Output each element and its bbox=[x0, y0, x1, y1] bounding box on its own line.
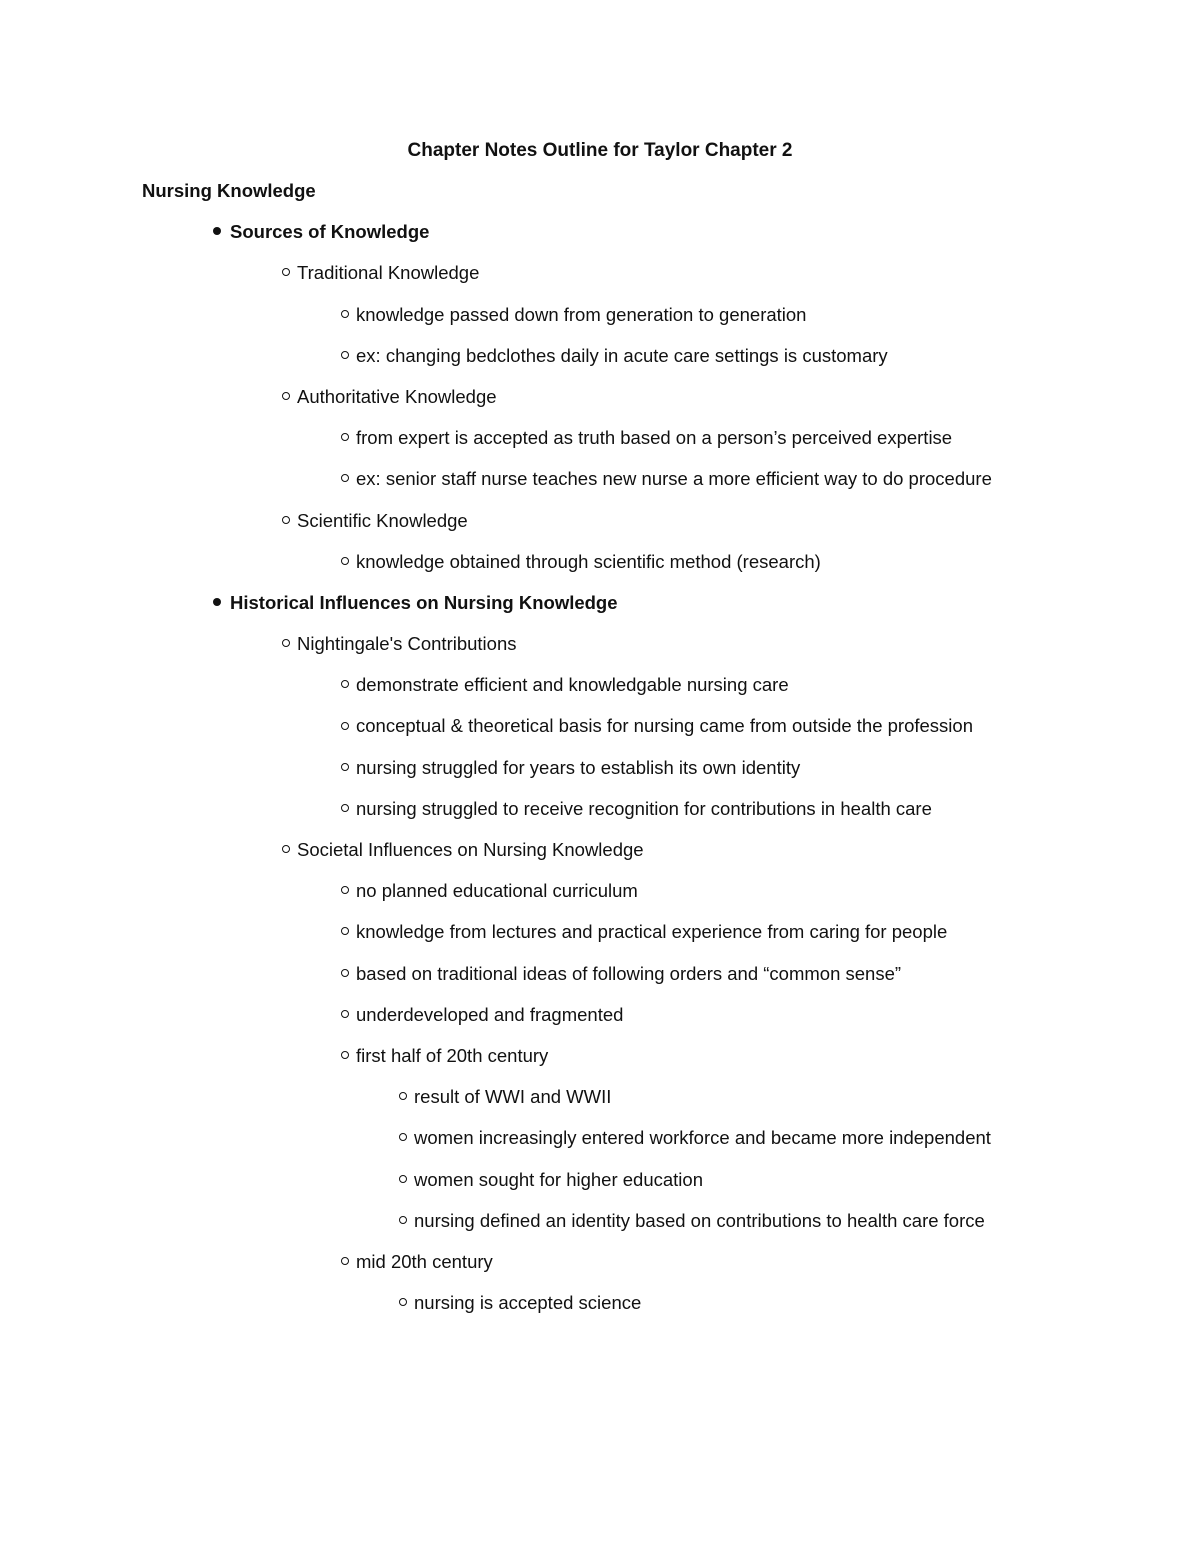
outline-item-text: Nightingale's Contributions bbox=[297, 633, 517, 655]
outline-item-text: knowledge passed down from generation to generation bbox=[356, 303, 807, 325]
section-heading bbox=[0, 178, 1200, 219]
outline-item-text: nursing struggled to receive recognition for contributions in health care bbox=[356, 797, 932, 819]
outline-items bbox=[0, 219, 1200, 1331]
outline-item-text: result of WWI and WWII bbox=[414, 1086, 612, 1108]
outline-sub-item bbox=[0, 631, 1200, 672]
hollow-bullet-icon bbox=[341, 763, 349, 771]
outline-sub-item bbox=[0, 508, 1200, 549]
outline-item-text: from expert is accepted as truth based on a person’s perceived expertise bbox=[356, 427, 953, 449]
hollow-bullet-icon bbox=[341, 310, 349, 318]
outline-sub-item bbox=[0, 1084, 1200, 1125]
section-heading-text: Nursing Knowledge bbox=[142, 180, 316, 201]
hollow-bullet-icon bbox=[341, 680, 349, 688]
outline-item-text: nursing defined an identity based on contributions to health care force bbox=[414, 1209, 985, 1231]
hollow-bullet-icon bbox=[341, 1010, 349, 1018]
outline-bullet-item bbox=[0, 590, 1200, 631]
outline-sub-item bbox=[0, 1290, 1200, 1331]
hollow-bullet-icon bbox=[282, 516, 290, 524]
outline-item-text: Authoritative Knowledge bbox=[297, 385, 497, 407]
hollow-bullet-icon bbox=[341, 1257, 349, 1265]
hollow-bullet-icon bbox=[282, 268, 290, 276]
outline-item-text: Sources of Knowledge bbox=[230, 221, 430, 243]
outline-item-text: first half of 20th century bbox=[356, 1044, 549, 1066]
outline-sub-item bbox=[0, 549, 1200, 590]
hollow-bullet-icon bbox=[399, 1216, 407, 1224]
outline-sub-item bbox=[0, 302, 1200, 343]
outline-item-text: conceptual & theoretical basis for nursing came from outside the profession bbox=[356, 715, 973, 737]
outline-sub-item bbox=[0, 1249, 1200, 1290]
hollow-bullet-icon bbox=[399, 1298, 407, 1306]
hollow-bullet-icon bbox=[341, 722, 349, 730]
outline-item-text: mid 20th century bbox=[356, 1250, 493, 1272]
outline-item-text: ex: senior staff nurse teaches new nurse a more efficient way to do procedure bbox=[356, 468, 992, 490]
outline-item-text: women increasingly entered workforce and became more independent bbox=[414, 1127, 991, 1149]
outline-item-text: Scientific Knowledge bbox=[297, 509, 468, 531]
hollow-bullet-icon bbox=[341, 927, 349, 935]
outline-sub-item bbox=[0, 796, 1200, 837]
outline-sub-item bbox=[0, 1125, 1200, 1166]
outline-sub-item bbox=[0, 919, 1200, 960]
outline-item-text: Traditional Knowledge bbox=[297, 262, 480, 284]
hollow-bullet-icon bbox=[282, 639, 290, 647]
outline-item-text: knowledge from lectures and practical experience from caring for people bbox=[356, 921, 948, 943]
outline-sub-item bbox=[0, 260, 1200, 301]
outline bbox=[0, 178, 1200, 1331]
outline-item-text: ex: changing bedclothes daily in acute care settings is customary bbox=[356, 344, 888, 366]
outline-sub-item bbox=[0, 961, 1200, 1002]
hollow-bullet-icon bbox=[282, 392, 290, 400]
outline-item-text: women sought for higher education bbox=[414, 1168, 703, 1190]
outline-sub-item bbox=[0, 466, 1200, 507]
outline-bullet-item bbox=[0, 219, 1200, 260]
outline-item-text: nursing struggled for years to establish its own identity bbox=[356, 756, 801, 778]
outline-sub-item bbox=[0, 837, 1200, 878]
outline-sub-item bbox=[0, 1208, 1200, 1249]
outline-sub-item bbox=[0, 755, 1200, 796]
hollow-bullet-icon bbox=[341, 474, 349, 482]
outline-sub-item bbox=[0, 1002, 1200, 1043]
hollow-bullet-icon bbox=[341, 351, 349, 359]
outline-sub-item bbox=[0, 1167, 1200, 1208]
outline-item-text: knowledge obtained through scientific method (research) bbox=[356, 550, 821, 572]
outline-item-text: Historical Influences on Nursing Knowledge bbox=[230, 591, 618, 613]
hollow-bullet-icon bbox=[341, 1051, 349, 1059]
hollow-bullet-icon bbox=[341, 433, 349, 441]
hollow-bullet-icon bbox=[399, 1092, 407, 1100]
outline-item-text: underdeveloped and fragmented bbox=[356, 1003, 624, 1025]
filled-bullet-icon bbox=[213, 227, 221, 235]
hollow-bullet-icon bbox=[399, 1133, 407, 1141]
outline-sub-item bbox=[0, 343, 1200, 384]
outline-sub-item bbox=[0, 672, 1200, 713]
hollow-bullet-icon bbox=[341, 969, 349, 977]
hollow-bullet-icon bbox=[341, 886, 349, 894]
hollow-bullet-icon bbox=[341, 557, 349, 565]
outline-sub-item bbox=[0, 1043, 1200, 1084]
hollow-bullet-icon bbox=[282, 845, 290, 853]
outline-sub-item bbox=[0, 878, 1200, 919]
outline-sub-item bbox=[0, 713, 1200, 754]
outline-item-text: based on traditional ideas of following orders and “common sense” bbox=[356, 962, 902, 984]
outline-item-text: demonstrate efficient and knowledgable nursing care bbox=[356, 674, 789, 696]
filled-bullet-icon bbox=[213, 598, 221, 606]
outline-sub-item bbox=[0, 384, 1200, 425]
outline-item-text: no planned educational curriculum bbox=[356, 880, 638, 902]
outline-item-text: nursing is accepted science bbox=[414, 1292, 642, 1314]
hollow-bullet-icon bbox=[341, 804, 349, 812]
hollow-bullet-icon bbox=[399, 1175, 407, 1183]
outline-sub-item bbox=[0, 425, 1200, 466]
outline-item-text: Societal Influences on Nursing Knowledge bbox=[297, 839, 644, 860]
document-title: Chapter Notes Outline for Taylor Chapter 2 bbox=[407, 140, 793, 161]
